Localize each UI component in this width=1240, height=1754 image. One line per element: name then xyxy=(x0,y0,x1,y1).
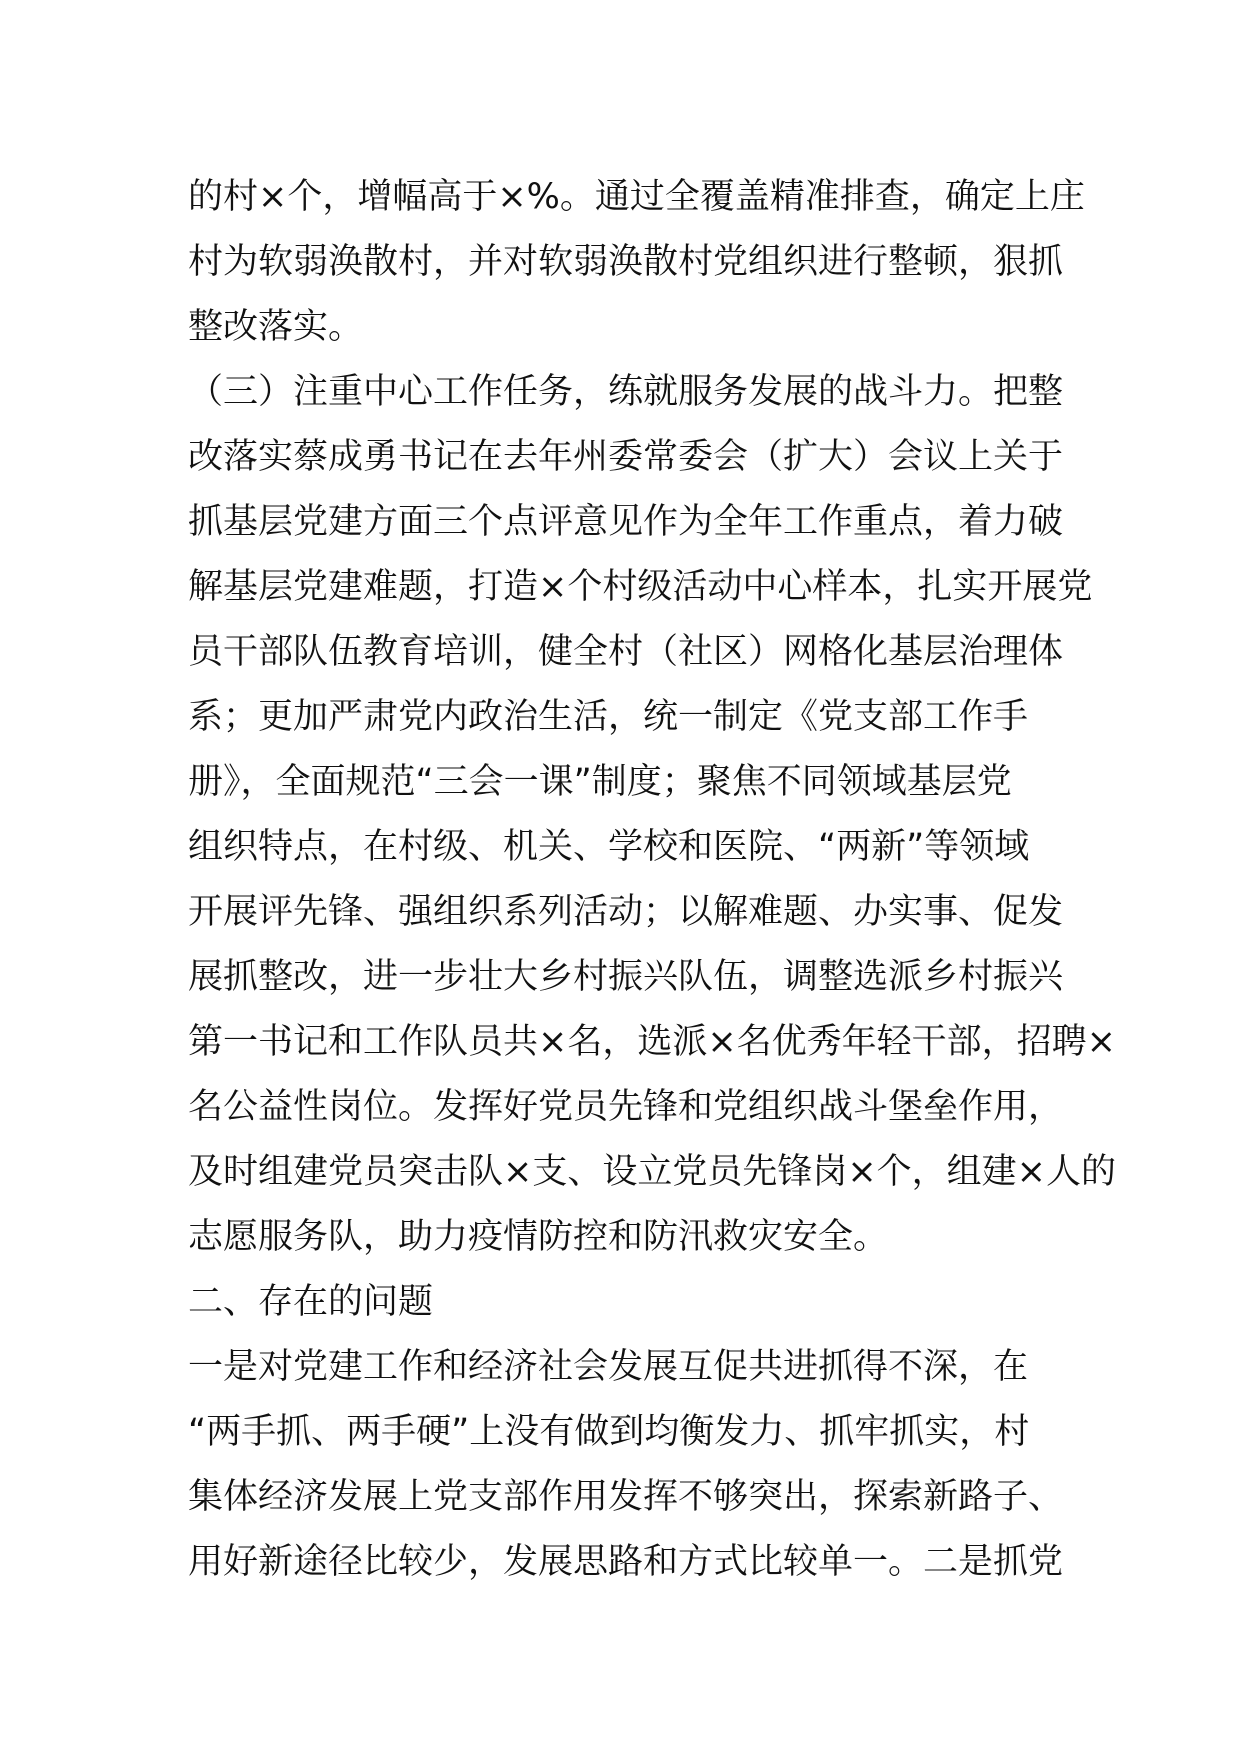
section-heading-line: 二、存在的问题 xyxy=(188,1282,434,1322)
text-line: 集体经济发展上党支部作用发挥不够突出，探索新路子、 xyxy=(188,1477,1064,1517)
text-line: 用好新途径比较少，发展思路和方式比较单一。二是抓党 xyxy=(188,1542,1064,1582)
text-line: 名公益性岗位。发挥好党员先锋和党组织战斗堡垒作用， xyxy=(188,1087,1064,1127)
text-line: 册》，全面规范“三会一课”制度；聚焦不同领域基层党 xyxy=(188,762,1012,802)
text-line: 村为软弱涣散村，并对软弱涣散村党组织进行整顿，狠抓 xyxy=(188,242,1064,282)
text-line: 第一书记和工作队员共×名，选派×名优秀年轻干部，招聘× xyxy=(188,1022,1116,1062)
text-line: 抓基层党建方面三个点评意见作为全年工作重点，着力破 xyxy=(188,502,1064,542)
text-line: 及时组建党员突击队×支、设立党员先锋岗×个，组建×人的 xyxy=(188,1152,1116,1192)
text-line: 整改落实。 xyxy=(188,307,364,347)
text-line: “两手抓、两手硬”上没有做到均衡发力、抓牢抓实，村 xyxy=(188,1412,1030,1452)
text-line: 系；更加严肃党内政治生活，统一制定《党支部工作手 xyxy=(188,697,1029,737)
text-line: 志愿服务队，助力疫情防控和防汛救灾安全。 xyxy=(188,1217,889,1257)
document-body xyxy=(188,165,1116,1595)
text-line: 一是对党建工作和经济社会发展互促共进抓得不深，在 xyxy=(188,1347,1029,1387)
text-line: 解基层党建难题，打造×个村级活动中心样本，扎实开展党 xyxy=(188,567,1093,607)
text-line: 展抓整改，进一步壮大乡村振兴队伍，调整选派乡村振兴 xyxy=(188,957,1064,997)
text-line: 的村×个，增幅高于×%。通过全覆盖精准排查，确定上庄 xyxy=(188,177,1085,217)
text-line: 开展评先锋、强组织系列活动；以解难题、办实事、促发 xyxy=(188,892,1064,932)
section-heading-line: （三）注重中心工作任务，练就服务发展的战斗力。把整 xyxy=(188,372,1064,412)
text-line: 组织特点，在村级、机关、学校和医院、“两新”等领域 xyxy=(188,827,1030,867)
text-line: 改落实蔡成勇书记在去年州委常委会（扩大）会议上关于 xyxy=(188,437,1064,477)
text-line: 员干部队伍教育培训，健全村（社区）网格化基层治理体 xyxy=(188,632,1064,672)
